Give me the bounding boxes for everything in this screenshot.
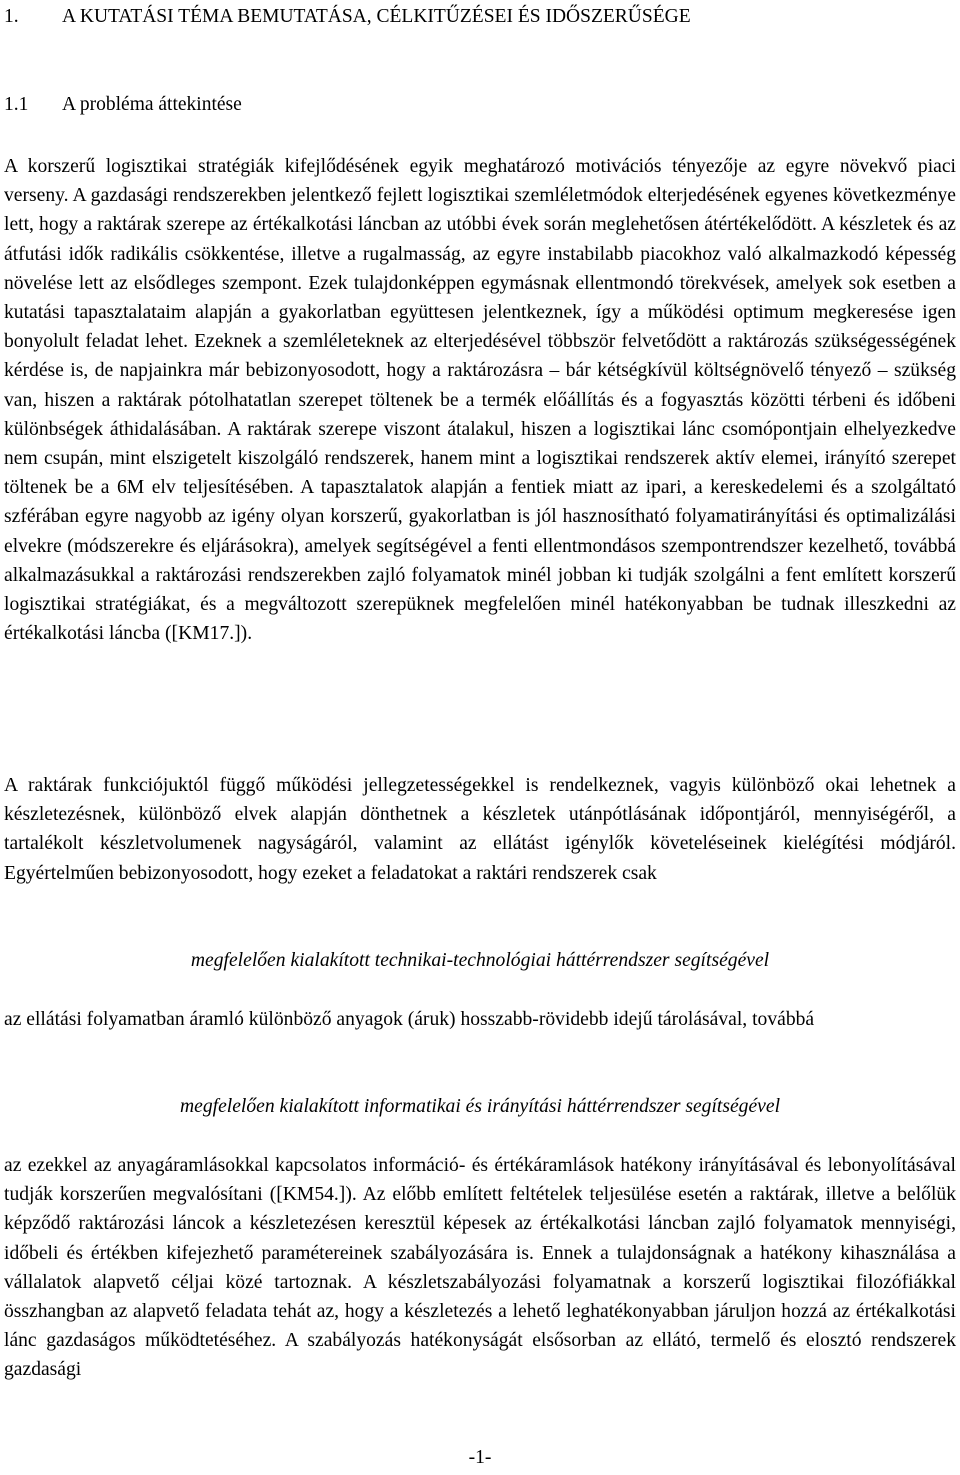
paragraph-information-flow: az ezekkel az anyagáramlásokkal kapcsolatos információ- és értékáramlások hatékony irányításával és lebonyolításával tudják korszerűen megvalósítani ([KM54.]). Az előbb említett feltételek teljesülése esetén a raktárak, illetve a belőlük képződő raktározási láncok a készletezésen keresztül képesek az értékalkotási láncban zajló folyamatok mennyiségi, időbeli és értékben kifejezhető paramétereinek szabályozására is. Ennek a tulajdonságnak a hatékony kihasználása a vállalatok alapvető céljai közé tartoznak. A készletszabályozási folyamatnak a korszerű logisztikai filozófiákkal összhangban az alapvető feladata tehát az, hogy a készletezés a lehető leghatékonyabban járuljon hozzá az értékalkotási lánc gazdaságos működtetéséhez. A szabályozás hatékonyságát elsősorban az ellátó, termelő és elosztó rendszerek gazdasági bbox=[4, 1155, 956, 1381]
section-number: 1.1 bbox=[4, 94, 29, 115]
section-title: A probléma áttekintése bbox=[62, 94, 242, 115]
page-number: -1- bbox=[468, 1447, 492, 1468]
italic-emphasis-technical: megfelelően kialakított technikai-technológiai háttérrendszer segítségével bbox=[190, 950, 770, 971]
chapter-number: 1. bbox=[4, 6, 19, 27]
section-heading bbox=[4, 93, 242, 117]
paragraph-warehouse-functions: A raktárak funkciójuktól függő működési jellegzetességekkel is rendelkeznek, vagyis különböző okai lehetnek a készletezésnek, különböző elvek alapján dönthetnek a készletek utánpótlásának időpontjáról, mennyiségéről, a tartalékolt készletvolumenek nagyságáról, valamint az ellátást igénylők követeléseinek kielégítési módjáról. Egyértelműen bebizonyosodott, hogy ezeket a feladatokat a raktári rendszerek csak bbox=[4, 775, 956, 884]
italic-emphasis-informatics: megfelelően kialakított informatikai és irányítási háttérrendszer segítségével bbox=[179, 1096, 781, 1117]
chapter-heading bbox=[4, 5, 691, 29]
chapter-title: A KUTATÁSI TÉMA BEMUTATÁSA, CÉLKITŰZÉSEI ÉS IDŐSZERŰSÉGE bbox=[62, 6, 691, 27]
paragraph-intro: A korszerű logisztikai stratégiák kifejlődésének egyik meghatározó motivációs tényezője az egyre növekvő piaci verseny. A gazdasági rendszerekben jelentkező fejlett logisztikai szemléletmódok elterjedésének egyenes következménye lett, hogy a raktárak szerepe az értékalkotási láncban az utóbbi évek során meglehetősen átértékelődött. A készletek és az átfutási idők radikális csökkentése, illetve a rugalmasság, az egyre instabilabb piacokhoz való alkalmazkodó képesség növelése lett az elsődleges szempont. Ezek tulajdonképpen egymásnak ellentmondó törekvések, amelyek sok esetben a kutatási tapasztalataim alapján a gyakorlatban együttesen jelentkeznek, így a működési optimum megkeresése igen bonyolult feladat lehet. Ezeknek a szemléleteknek az elterjedésével többször felvetődött a raktározás szükségességének kérdése is, de napjainkra már bebizonyosodott, hogy a raktározásra – bár kétségkívül költségnövelő tényező – szükség van, hiszen a raktárak pótolhatatlan szerepet töltenek be a termék előállítás és a fogyasztás közötti térbeni és időbeni különbségek áthidalásában. A raktárak szerepe viszont átalakul, hiszen a logisztikai lánc csomópontjain elhelyezkedve nem csupán, mint elszigetelt kiszolgáló rendszerek, hanem mint a logisztikai rendszerek aktív elemei, irányító szerepet töltenek be a 6M elv teljesítésében. A tapasztalatok alapján a fentiek miatt az ipari, a kereskedelemi és a szolgáltató szférában egyre nagyobb az igény olyan korszerű, gyakorlatban is jól hasznosítható folyamatirányítási és optimalizálási elvekre (módszerekre és eljárásokra), amelyek segítségével a fenti ellentmondásos szempontrendszer kezelhető, továbbá alkalmazásukkal a raktározási rendszerekben zajló folyamatok minél jobban ki tudják szolgálni a fent említett korszerű logisztikai stratégiákat, és a megváltozott szerepüknek megfelelően minél hatékonyabban be tudnak illeszkedni az értékalkotási láncba ([KM17.]). bbox=[4, 156, 956, 645]
paragraph-storage: az ellátási folyamatban áramló különböző anyagok (áruk) hosszabb-rövidebb idejű tárolásával, továbbá bbox=[4, 1009, 815, 1030]
